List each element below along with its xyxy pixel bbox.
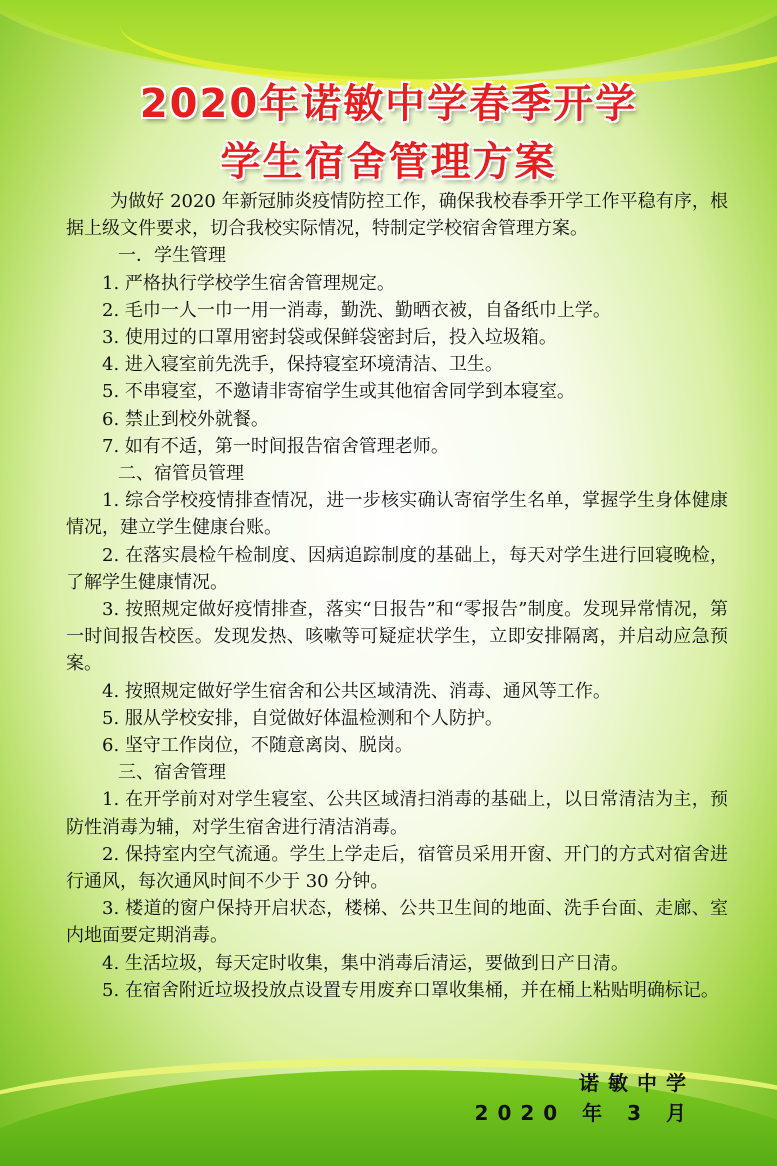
list-item: 3. 按照规定做好疫情排查，落实“日报告”和“零报告”制度。发现异常情况，第一时间报告校医。发现发热、咳嗽等可疑症状学生，立即安排隔离，并启动应急预案。 — [66, 599, 728, 675]
list-item: 2. 保持室内空气流通。学生上学走后，宿管员采用开窗、开门的方式对宿舍进行通风，每次通风时间不少于 30 分钟。 — [66, 843, 728, 893]
list-item: 1. 严格执行学校学生宿舍管理规定。 — [102, 272, 395, 294]
list-item: 4. 生活垃圾，每天定时收集，集中消毒后清运，要做到日产日清。 — [102, 952, 629, 974]
title-line-2: 学生宿舍管理方案 — [220, 139, 557, 185]
signature-block — [475, 1068, 695, 1128]
list-item: 4. 进入寝室前先洗手，保持寝室环境清洁、卫生。 — [102, 354, 503, 376]
list-item: 4. 按照规定做好学生宿舍和公共区域清洗、消毒、通风等工作。 — [102, 680, 611, 702]
intro-paragraph: 为做好 2020 年新冠肺炎疫情防控工作，确保我校春季开学工作平稳有序，根据上级文件要求，切合我校实际情况，特制定学校宿舍管理方案。 — [66, 191, 728, 240]
list-item: 6. 禁止到校外就餐。 — [102, 408, 269, 430]
title-line-1: 2020年诺敏中学春季开学 — [139, 81, 638, 127]
list-item: 5. 不串寝室，不邀请非寄宿学生或其他宿舍同学到本寝室。 — [102, 381, 575, 403]
signature-date: 2020 年 3 月 — [474, 1101, 695, 1125]
section-heading: 一．学生管理 — [118, 245, 226, 267]
list-item: 5. 服从学校安排，自觉做好体温检测和个人防护。 — [102, 707, 503, 729]
list-item: 1. 综合学校疫情排查情况，进一步核实确认寄宿学生名单，掌握学生身体健康情况，建立学生健康台账。 — [66, 490, 728, 539]
list-item: 2. 毛巾一人一巾一用一消毒，勤洗、勤晒衣被，自备纸巾上学。 — [102, 299, 611, 321]
list-item: 2. 在落实晨检午检制度、因病追踪制度的基础上，每天对学生进行回寝晚检，了解学生健康情况。 — [66, 544, 728, 593]
list-item: 6. 坚守工作岗位，不随意离岗、脱岗。 — [102, 735, 413, 757]
list-item: 5. 在宿舍附近垃圾投放点设置专用废弃口罩收集桶，并在桶上粘贴明确标记。 — [102, 979, 719, 1001]
section-heading: 二、宿管员管理 — [118, 463, 244, 485]
signature-school: 诺敏中学 — [579, 1071, 695, 1095]
document-body — [66, 188, 728, 1004]
list-item: 3. 使用过的口罩用密封袋或保鲜袋密封后，投入垃圾箱。 — [102, 327, 557, 349]
list-item: 1. 在开学前对对学生寝室、公共区域清扫消毒的基础上，以日常清洁为主，预防性消毒为辅，对学生宿舍进行清洁消毒。 — [66, 789, 728, 838]
list-item: 7. 如有不适，第一时间报告宿舍管理老师。 — [102, 435, 449, 457]
section-heading: 三、宿舍管理 — [118, 762, 226, 784]
list-item: 3. 楼道的窗户保持开启状态，楼梯、公共卫生间的地面、洗手台面、走廊、室内地面要定期消毒。 — [66, 898, 728, 947]
